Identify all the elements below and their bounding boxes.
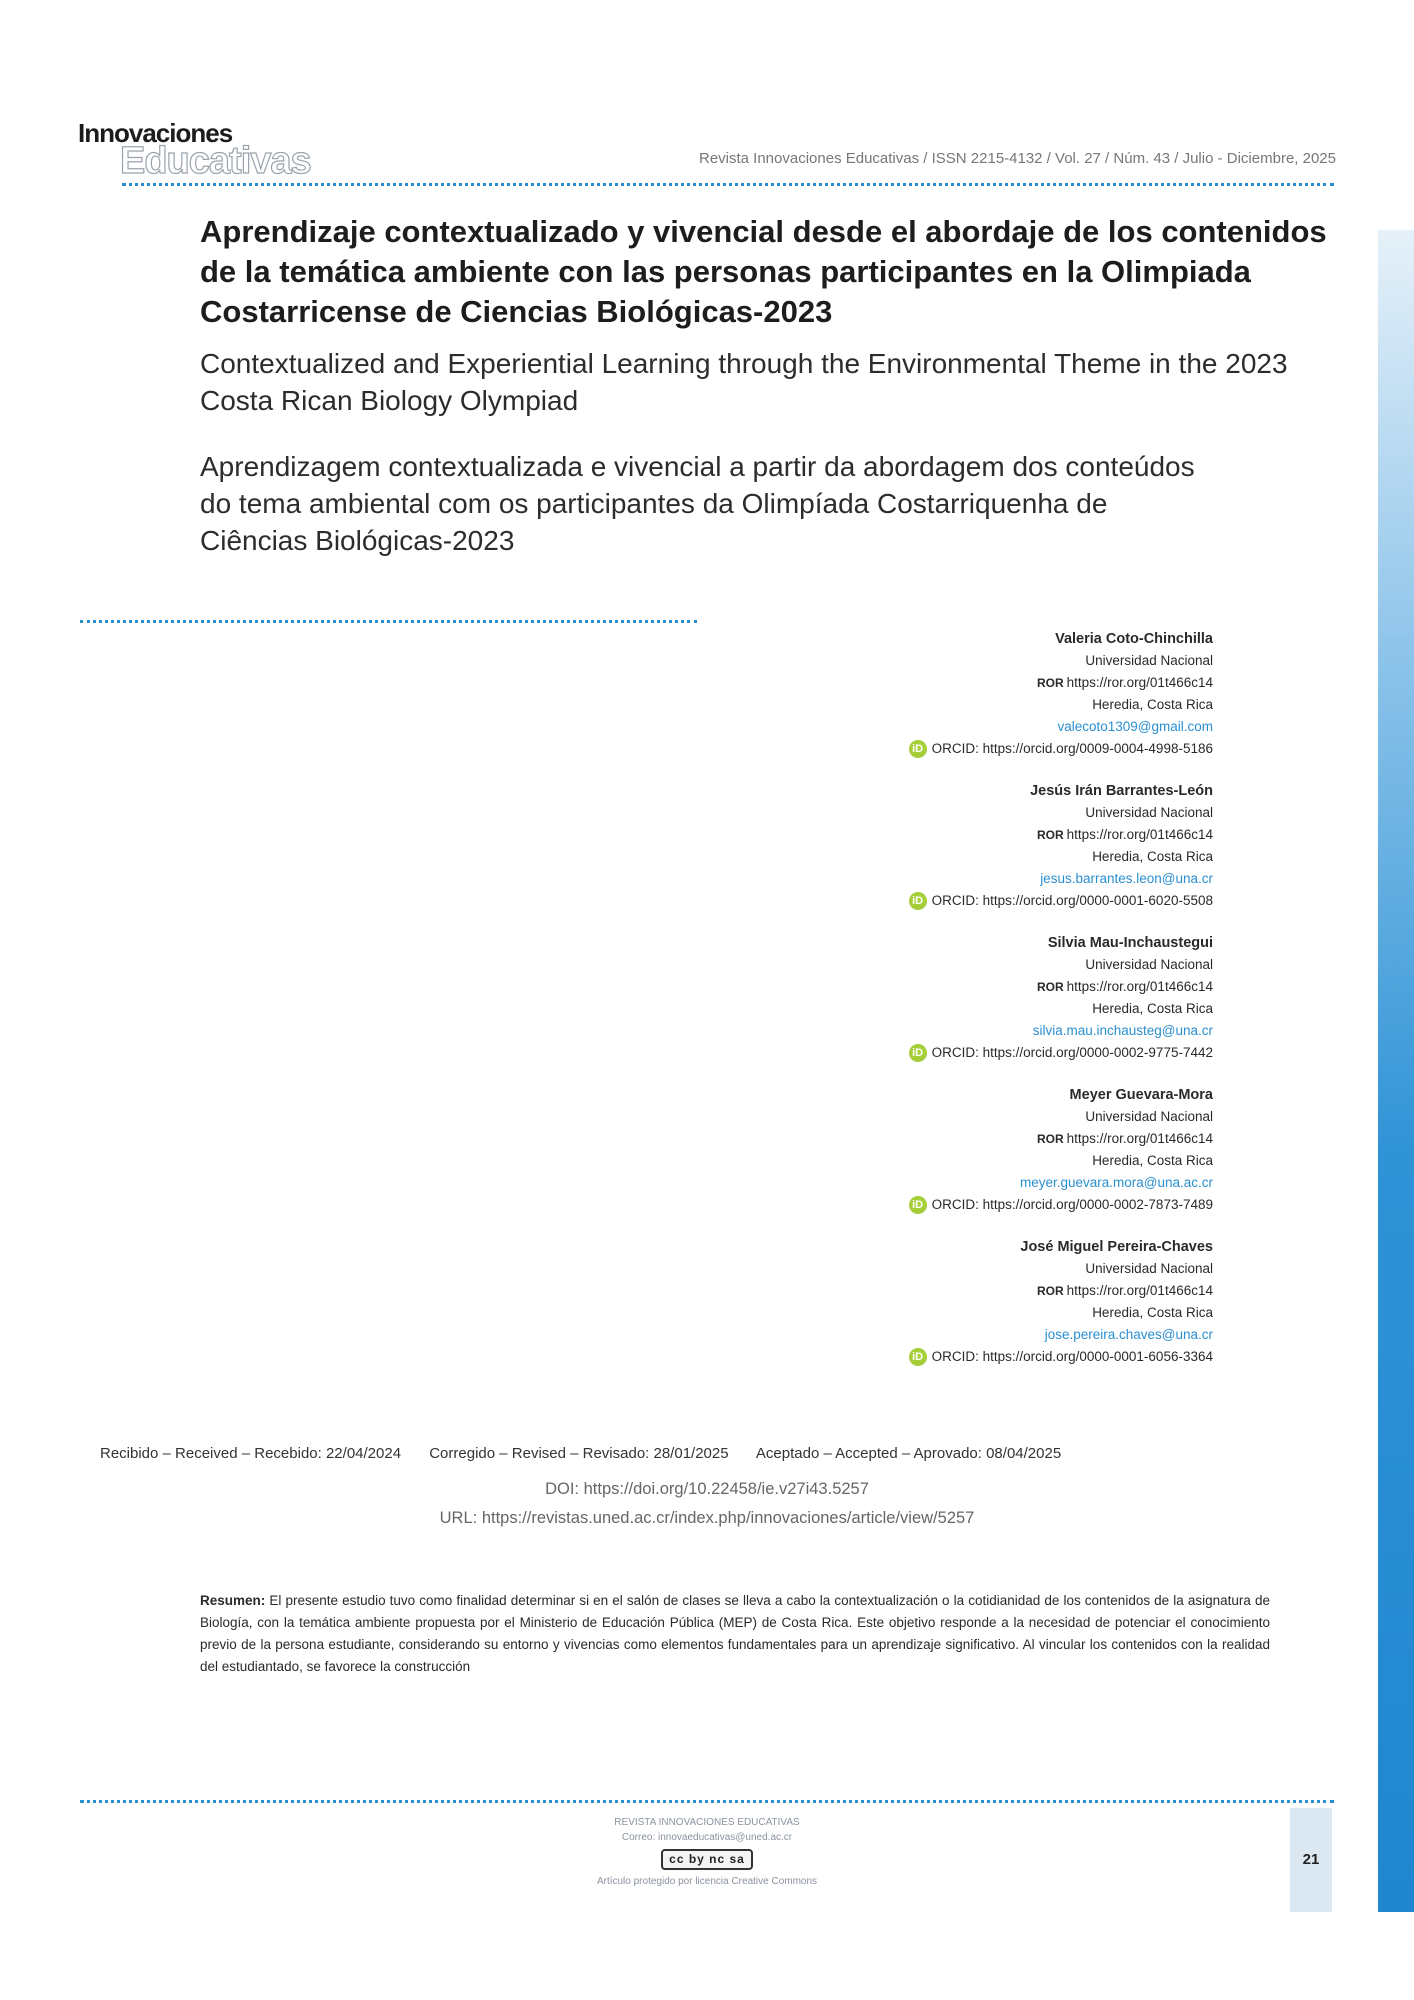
header-divider (122, 183, 1334, 186)
ror-icon: ROR (1036, 828, 1064, 842)
author-name: Silvia Mau-Inchaustegui (1047, 935, 1213, 951)
title-divider (80, 620, 697, 623)
author-block (513, 780, 1213, 912)
author-orcid[interactable] (513, 890, 1213, 912)
journal-logo-line2: Educativas (120, 140, 311, 182)
author-affiliation: Universidad Nacional (1085, 1109, 1213, 1124)
side-bar-decoration (1378, 230, 1414, 1912)
date-accepted: Aceptado – Accepted – Aprovado: 08/04/2025 (755, 1445, 1062, 1462)
author-ror[interactable] (513, 976, 1213, 998)
author-ror[interactable] (513, 824, 1213, 846)
ror-icon: ROR (1036, 1284, 1064, 1298)
author-orcid[interactable] (513, 1042, 1213, 1064)
author-affiliation: Universidad Nacional (1085, 653, 1213, 668)
author-block (513, 932, 1213, 1064)
author-location: Heredia, Costa Rica (1092, 697, 1213, 712)
journal-header-info: Revista Innovaciones Educativas / ISSN 2215-4132 / Vol. 27 / Núm. 43 / Julio - Diciembre, 2025 (698, 150, 1336, 167)
doi-link[interactable]: DOI: https://doi.org/10.22458/ie.v27i43.5257 (545, 1480, 869, 1498)
author-orcid[interactable] (513, 1346, 1213, 1368)
footer-journal-name: REVISTA INNOVACIONES EDUCATIVAS (614, 1817, 800, 1828)
author-block (513, 1236, 1213, 1368)
author-location: Heredia, Costa Rica (1092, 1001, 1213, 1016)
footer-divider (80, 1800, 1334, 1803)
date-revised: Corregido – Revised – Revisado: 28/01/2025 (429, 1445, 729, 1462)
orcid-icon: iD (909, 892, 927, 910)
author-email[interactable]: jose.pereira.chaves@una.cr (1044, 1327, 1213, 1342)
author-orcid[interactable] (513, 738, 1213, 760)
orcid-icon: iD (909, 1044, 927, 1062)
title-spanish: Aprendizaje contextualizado y vivencial desde el abordaje de los contenidos de la temática ambiente con las personas participantes en la Olimpiada Costarricense de Ciencias Biológicas-2023 (200, 214, 1327, 329)
orcid-link[interactable]: ORCID: https://orcid.org/0000-0002-9775-7442 (931, 1045, 1213, 1060)
author-block (513, 1084, 1213, 1216)
footer-email[interactable]: Correo: innovaeducativas@uned.ac.cr (621, 1832, 793, 1843)
orcid-link[interactable]: ORCID: https://orcid.org/0009-0004-4998-5186 (931, 741, 1213, 756)
orcid-icon: iD (909, 740, 927, 758)
page-number: 21 (1290, 1808, 1332, 1912)
author-email[interactable]: jesus.barrantes.leon@una.cr (1040, 871, 1213, 886)
orcid-link[interactable]: ORCID: https://orcid.org/0000-0002-7873-7489 (931, 1197, 1213, 1212)
author-ror[interactable] (513, 672, 1213, 694)
orcid-icon: iD (909, 1348, 927, 1366)
footer (0, 1815, 1414, 1889)
identifiers (0, 1475, 1414, 1533)
author-orcid[interactable] (513, 1194, 1213, 1216)
creative-commons-icon[interactable]: cc by nc sa (661, 1849, 753, 1870)
url-link[interactable]: URL: https://revistas.uned.ac.cr/index.php/innovaciones/article/view/5257 (439, 1509, 975, 1527)
title-english: Contextualized and Experiential Learning through the Environmental Theme in the 2023 Costa Rican Biology Olympiad (200, 348, 1288, 416)
author-name: Meyer Guevara-Mora (1069, 1087, 1213, 1103)
author-list (513, 628, 1213, 1388)
ror-link[interactable]: https://ror.org/01t466c14 (1066, 675, 1213, 690)
journal-logo-line1: Innovaciones (78, 118, 233, 148)
author-affiliation: Universidad Nacional (1085, 805, 1213, 820)
author-email[interactable]: silvia.mau.inchausteg@una.cr (1032, 1023, 1213, 1038)
author-affiliation: Universidad Nacional (1085, 957, 1213, 972)
ror-icon: ROR (1036, 980, 1064, 994)
author-ror[interactable] (513, 1128, 1213, 1150)
date-received: Recibido – Received – Recebido: 22/04/2024 (100, 1445, 402, 1462)
author-location: Heredia, Costa Rica (1092, 849, 1213, 864)
author-email[interactable]: meyer.guevara.mora@una.ac.cr (1019, 1175, 1213, 1190)
orcid-link[interactable]: ORCID: https://orcid.org/0000-0001-6020-5508 (931, 893, 1213, 908)
abstract-text: El presente estudio tuvo como finalidad determinar si en el salón de clases se lleva a cabo la contextualización o la cotidianidad de los contenidos de la asignatura de Biología, con la temática ambiente propuesta por el Ministerio de Educación Pública (MEP) de Costa Rica. Este objetivo responde a la necesidad de potenciar el conocimiento previo de la persona estudiante, considerando su entorno y vivencias como elementos fundamentales para un aprendizaje significativo. Al vincular los contenidos con la realidad del estudiantado, se favorece la construcción (200, 1593, 1270, 1674)
author-ror[interactable] (513, 1280, 1213, 1302)
orcid-icon: iD (909, 1196, 927, 1214)
ror-icon: ROR (1036, 1132, 1064, 1146)
title-portuguese: Aprendizagem contextualizada e vivencial a partir da abordagem dos conteúdos do tema ambiental com os participantes da Olimpíada Costarriquenha de Ciências Biológicas-2023 (200, 451, 1195, 556)
author-name: José Miguel Pereira-Chaves (1020, 1239, 1213, 1255)
author-location: Heredia, Costa Rica (1092, 1153, 1213, 1168)
author-location: Heredia, Costa Rica (1092, 1305, 1213, 1320)
footer-license-note: Artículo protegido por licencia Creative Commons (596, 1876, 818, 1887)
ror-icon: ROR (1036, 676, 1064, 690)
orcid-link[interactable]: ORCID: https://orcid.org/0000-0001-6056-3364 (931, 1349, 1213, 1364)
ror-link[interactable]: https://ror.org/01t466c14 (1066, 979, 1213, 994)
ror-link[interactable]: https://ror.org/01t466c14 (1066, 1283, 1213, 1298)
author-name: Jesús Irán Barrantes-León (1030, 783, 1213, 799)
author-affiliation: Universidad Nacional (1085, 1261, 1213, 1276)
author-name: Valeria Coto-Chinchilla (1055, 631, 1213, 647)
abstract (200, 1590, 1270, 1678)
abstract-label: Resumen: (200, 1593, 266, 1608)
author-email[interactable]: valecoto1309@gmail.com (1057, 719, 1213, 734)
ror-link[interactable]: https://ror.org/01t466c14 (1066, 827, 1213, 842)
author-block (513, 628, 1213, 760)
ror-link[interactable]: https://ror.org/01t466c14 (1066, 1131, 1213, 1146)
submission-dates (100, 1445, 1340, 1462)
